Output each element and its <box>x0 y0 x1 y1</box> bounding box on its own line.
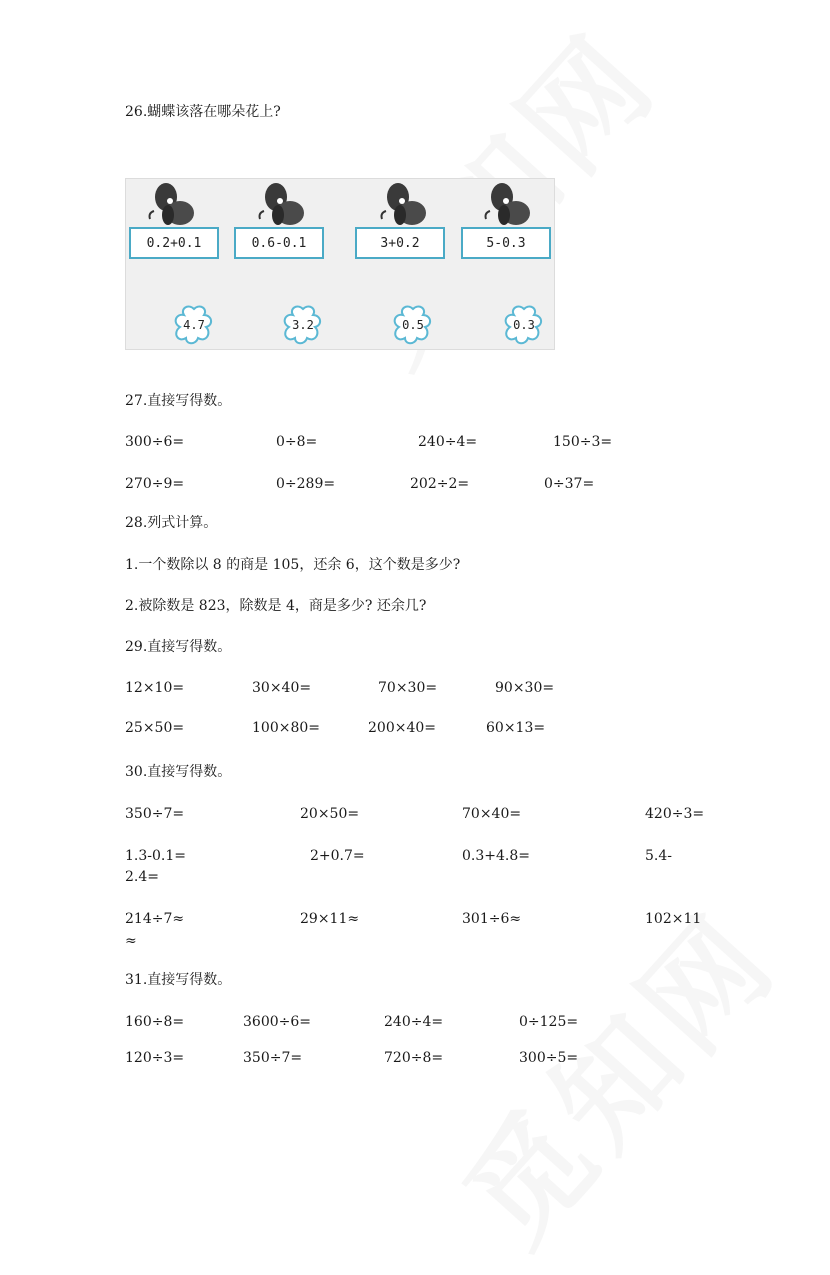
problem: 90×30= <box>495 680 555 696</box>
problem: 150÷3= <box>553 434 613 450</box>
flower-label: 0.3 <box>513 318 535 332</box>
problem: 240÷4= <box>384 1014 444 1030</box>
butterfly-icon <box>256 181 308 233</box>
problem: 240÷4= <box>418 434 478 450</box>
problem: 202÷2= <box>410 476 470 492</box>
butterfly-icon <box>146 181 198 233</box>
problem: 214÷7≈ <box>125 911 185 927</box>
problem: 70×30= <box>378 680 438 696</box>
expression-box: 0.2+0.1 <box>129 227 219 259</box>
problem: 350÷7= <box>243 1050 303 1066</box>
problem: 300÷6= <box>125 434 185 450</box>
problem: 720÷8= <box>384 1050 444 1066</box>
butterfly-icon <box>378 181 430 233</box>
butterfly-icon <box>482 181 534 233</box>
flower-label: 3.2 <box>292 318 314 332</box>
flower-label: 0.5 <box>402 318 424 332</box>
expression-box: 0.6-0.1 <box>234 227 324 259</box>
problem: 100×80= <box>252 720 320 736</box>
problem: 0÷37= <box>544 476 595 492</box>
problem: 0÷8= <box>276 434 318 450</box>
q26-title: 26.蝴蝶该落在哪朵花上? <box>125 104 281 120</box>
problem: 12×10= <box>125 680 185 696</box>
expression-box: 5-0.3 <box>461 227 551 259</box>
q31-title: 31.直接写得数。 <box>125 972 232 988</box>
problem: 2+0.7= <box>310 848 365 864</box>
q29-title: 29.直接写得数。 <box>125 639 232 655</box>
problem: 301÷6≈ <box>462 911 522 927</box>
problem: 200×40= <box>368 720 436 736</box>
problem: 20×50= <box>300 806 360 822</box>
q27-title: 27.直接写得数。 <box>125 393 232 409</box>
problem: 0÷125= <box>519 1014 579 1030</box>
problem: 29×11≈ <box>300 911 360 927</box>
problem: 30×40= <box>252 680 312 696</box>
q28-title: 28.列式计算。 <box>125 515 218 531</box>
flower <box>281 303 325 347</box>
flower <box>502 303 546 347</box>
problem: 5.4- <box>645 848 672 864</box>
word-problem: 2.被除数是 823，除数是 4，商是多少? 还余几? <box>125 598 427 614</box>
problem: 270÷9= <box>125 476 185 492</box>
word-problem: 1.一个数除以 8 的商是 105，还余 6，这个数是多少? <box>125 557 461 573</box>
flower <box>391 303 435 347</box>
problem-wrap: 2.4= <box>125 869 159 885</box>
problem: 420÷3= <box>645 806 705 822</box>
butterfly-flower-figure <box>125 178 555 350</box>
problem: 60×13= <box>486 720 546 736</box>
problem: 0.3+4.8= <box>462 848 530 864</box>
expression-box: 3+0.2 <box>355 227 445 259</box>
problem: 25×50= <box>125 720 185 736</box>
problem: 160÷8= <box>125 1014 185 1030</box>
problem: 120÷3= <box>125 1050 185 1066</box>
problem: 350÷7= <box>125 806 185 822</box>
watermark <box>420 870 809 1275</box>
problem: 0÷289= <box>276 476 336 492</box>
q30-title: 30.直接写得数。 <box>125 764 232 780</box>
problem-wrap: ≈ <box>125 933 137 949</box>
problem: 70×40= <box>462 806 522 822</box>
problem: 1.3-0.1= <box>125 848 186 864</box>
problem: 102×11 <box>645 911 702 927</box>
flower <box>172 303 216 347</box>
flower-label: 4.7 <box>183 318 205 332</box>
problem: 300÷5= <box>519 1050 579 1066</box>
problem: 3600÷6= <box>243 1014 311 1030</box>
